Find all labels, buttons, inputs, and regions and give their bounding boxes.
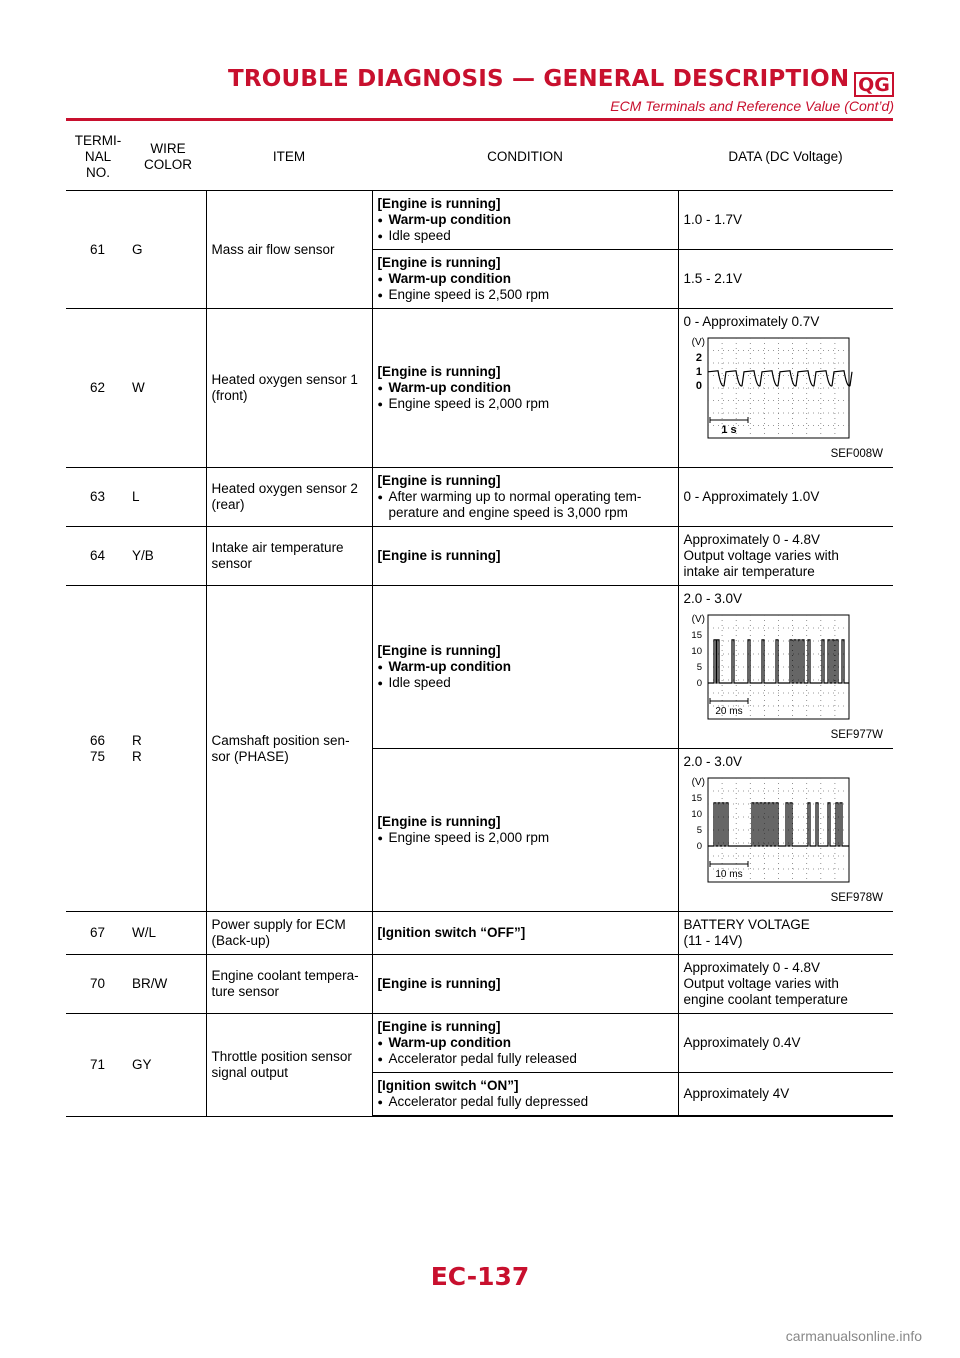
scope-y-tick-label: 10: [690, 809, 702, 820]
wire-color-cell: R R: [130, 586, 206, 912]
section-badge: QG: [854, 72, 894, 97]
scope-y-tick-label: 15: [690, 630, 702, 641]
data-cell: [678, 468, 893, 527]
column-header-item: ITEM: [206, 124, 372, 191]
table-row: [66, 309, 893, 468]
condition-head: [Engine is running]: [377, 255, 501, 270]
scope-time-label: 1 s: [720, 424, 737, 436]
table-row: [66, 527, 893, 586]
column-header-condition: CONDITION: [372, 124, 678, 191]
data-cell: [678, 309, 893, 468]
data-cell: [678, 1073, 893, 1117]
condition-head: [Engine is running]: [377, 814, 501, 829]
scope-y-tick-label: 10: [690, 646, 702, 657]
watermark: carmanualsonline.info: [785, 1328, 922, 1344]
table-row: [66, 191, 893, 250]
scope-time-label: 10 ms: [714, 869, 743, 880]
terminal-cell: 71: [66, 1014, 130, 1117]
terminal-cell: 70: [66, 955, 130, 1014]
data-value: BATTERY VOLTAGE (11 - 14V): [683, 917, 810, 948]
scope-figure: [684, 774, 890, 906]
condition-cell: [372, 1073, 678, 1117]
terminal-cell: 63: [66, 468, 130, 527]
data-cell: [678, 749, 893, 912]
scope-y-tick-label: 15: [690, 793, 702, 804]
data-cell: [678, 250, 893, 309]
data-value: Approximately 4V: [683, 1086, 790, 1101]
condition-bullet: ● Engine speed is 2,000 rpm: [378, 830, 674, 846]
wire-color-cell: L: [130, 468, 206, 527]
page-header-title: TROUBLE DIAGNOSIS — GENERAL DESCRIPTION: [228, 66, 850, 92]
data-value: Approximately 0 - 4.8V Output voltage varies with engine coolant temperature: [683, 960, 848, 1007]
table-row: [66, 586, 893, 749]
condition-bullet: ● Idle speed: [378, 228, 674, 244]
data-cell: [678, 955, 893, 1014]
scope-figure: [684, 334, 890, 462]
terminal-cell: 67: [66, 912, 130, 955]
condition-head: [Engine is running]: [377, 548, 501, 563]
terminal-cell: 61: [66, 191, 130, 309]
item-cell: Throttle position sensor signal output: [206, 1014, 372, 1117]
terminal-cell: 64: [66, 527, 130, 586]
item-cell: Mass air flow sensor: [206, 191, 372, 309]
scope-time-marker: [710, 698, 748, 704]
scope-trace: [708, 640, 849, 683]
scope-y-unit: (V): [691, 337, 705, 348]
condition-bullet: ● After warming up to normal operating tem-: [378, 489, 674, 505]
wire-color-cell: G: [130, 191, 206, 309]
condition-continuation: perature and engine speed is 3,000 rpm: [388, 505, 628, 520]
condition-cell: [372, 468, 678, 527]
data-value: 1.0 - 1.7V: [683, 212, 743, 227]
data-value: 2.0 - 3.0V: [683, 591, 743, 606]
item-cell: Heated oxygen sensor 2 (rear): [206, 468, 372, 527]
header-rule: [66, 118, 893, 121]
condition-head: [Engine is running]: [377, 364, 501, 379]
condition-bullet: ● Warm-up condition: [378, 659, 674, 675]
condition-cell: [372, 1014, 678, 1073]
data-value: 1.5 - 2.1V: [683, 271, 743, 286]
condition-cell: [372, 586, 678, 749]
condition-bullet: ● Warm-up condition: [378, 1035, 674, 1051]
condition-head: [Engine is running]: [377, 643, 501, 658]
condition-bullet: ● Engine speed is 2,000 rpm: [378, 396, 674, 412]
item-cell: Heated oxygen sensor 1 (front): [206, 309, 372, 468]
condition-bullet: ● Idle speed: [378, 675, 674, 691]
scope-y-tick-label: 0: [696, 678, 702, 689]
condition-cell: [372, 250, 678, 309]
data-value: Approximately 0 - 4.8V Output voltage varies with intake air temperature: [683, 532, 839, 579]
condition-cell: [372, 955, 678, 1014]
data-cell: [678, 191, 893, 250]
oscilloscope-waveform: [684, 334, 854, 442]
item-cell: Intake air temperature sensor: [206, 527, 372, 586]
table-row: [66, 1014, 893, 1073]
scope-trace: [708, 803, 849, 846]
scope-y-tick-label: 5: [696, 825, 702, 836]
oscilloscope-waveform: [684, 774, 854, 886]
item-cell: Engine coolant tempera- ture sensor: [206, 955, 372, 1014]
column-header-terminal: TERMI- NAL NO.: [66, 124, 130, 191]
scope-time-label: 20 ms: [714, 706, 743, 717]
condition-bullet: ● Engine speed is 2,500 rpm: [378, 287, 674, 303]
table-row: [66, 912, 893, 955]
scope-trace: [708, 371, 852, 386]
wire-color-cell: BR/W: [130, 955, 206, 1014]
condition-cell: [372, 191, 678, 250]
column-header-wire-color: WIRE COLOR: [130, 124, 206, 191]
condition-head: [Ignition switch “OFF”]: [377, 925, 526, 940]
column-header-data: DATA (DC Voltage): [678, 124, 893, 191]
table-row: [66, 955, 893, 1014]
condition-cell: [372, 527, 678, 586]
condition-bullet: ● Accelerator pedal fully depressed: [378, 1094, 674, 1110]
data-value: 0 - Approximately 0.7V: [683, 314, 820, 329]
condition-head: [Ignition switch “ON”]: [377, 1078, 519, 1093]
oscilloscope-waveform: [684, 611, 854, 723]
wire-color-cell: GY: [130, 1014, 206, 1117]
condition-head: [Engine is running]: [377, 473, 501, 488]
scope-time-marker: [710, 417, 748, 423]
condition-bullet: ● Warm-up condition: [378, 212, 674, 228]
figure-code: SEF008W: [830, 448, 883, 460]
scope-time-marker: [710, 861, 748, 867]
wire-color-cell: Y/B: [130, 527, 206, 586]
scope-figure: [684, 611, 890, 743]
scope-y-tick-label: 1: [695, 366, 702, 378]
data-cell: [678, 1014, 893, 1073]
scope-y-unit: (V): [691, 614, 705, 625]
terminal-cell: 62: [66, 309, 130, 468]
figure-code: SEF977W: [830, 729, 883, 741]
table-row: [66, 468, 893, 527]
data-cell: [678, 586, 893, 749]
data-cell: [678, 912, 893, 955]
wire-color-cell: W: [130, 309, 206, 468]
wire-color-cell: W/L: [130, 912, 206, 955]
scope-y-tick-label: 0: [695, 380, 702, 392]
data-cell: [678, 527, 893, 586]
data-value: 2.0 - 3.0V: [683, 754, 743, 769]
condition-bullet: ● Warm-up condition: [378, 271, 674, 287]
item-cell: Power supply for ECM (Back-up): [206, 912, 372, 955]
scope-y-tick-label: 0: [696, 841, 702, 852]
terminal-cell: 66 75: [66, 586, 130, 912]
table-header-row: [66, 124, 893, 191]
page-header-subtitle: ECM Terminals and Reference Value (Cont’d): [610, 98, 894, 114]
condition-cell: [372, 912, 678, 955]
data-value: 0 - Approximately 1.0V: [683, 489, 820, 504]
condition-bullet: ● Warm-up condition: [378, 380, 674, 396]
data-value: Approximately 0.4V: [683, 1035, 801, 1050]
scope-y-unit: (V): [691, 777, 705, 788]
scope-y-tick-label: 2: [695, 352, 702, 364]
item-cell: Camshaft position sen- sor (PHASE): [206, 586, 372, 912]
condition-bullet: ● Accelerator pedal fully released: [378, 1051, 674, 1067]
page-number: EC-137: [430, 1262, 530, 1291]
condition-head: [Engine is running]: [377, 196, 501, 211]
condition-cell: [372, 309, 678, 468]
condition-head: [Engine is running]: [377, 1019, 501, 1034]
condition-head: [Engine is running]: [377, 976, 501, 991]
condition-cell: [372, 749, 678, 912]
ecm-terminal-table: [66, 124, 893, 1117]
scope-y-tick-label: 5: [696, 662, 702, 673]
figure-code: SEF978W: [830, 892, 883, 904]
